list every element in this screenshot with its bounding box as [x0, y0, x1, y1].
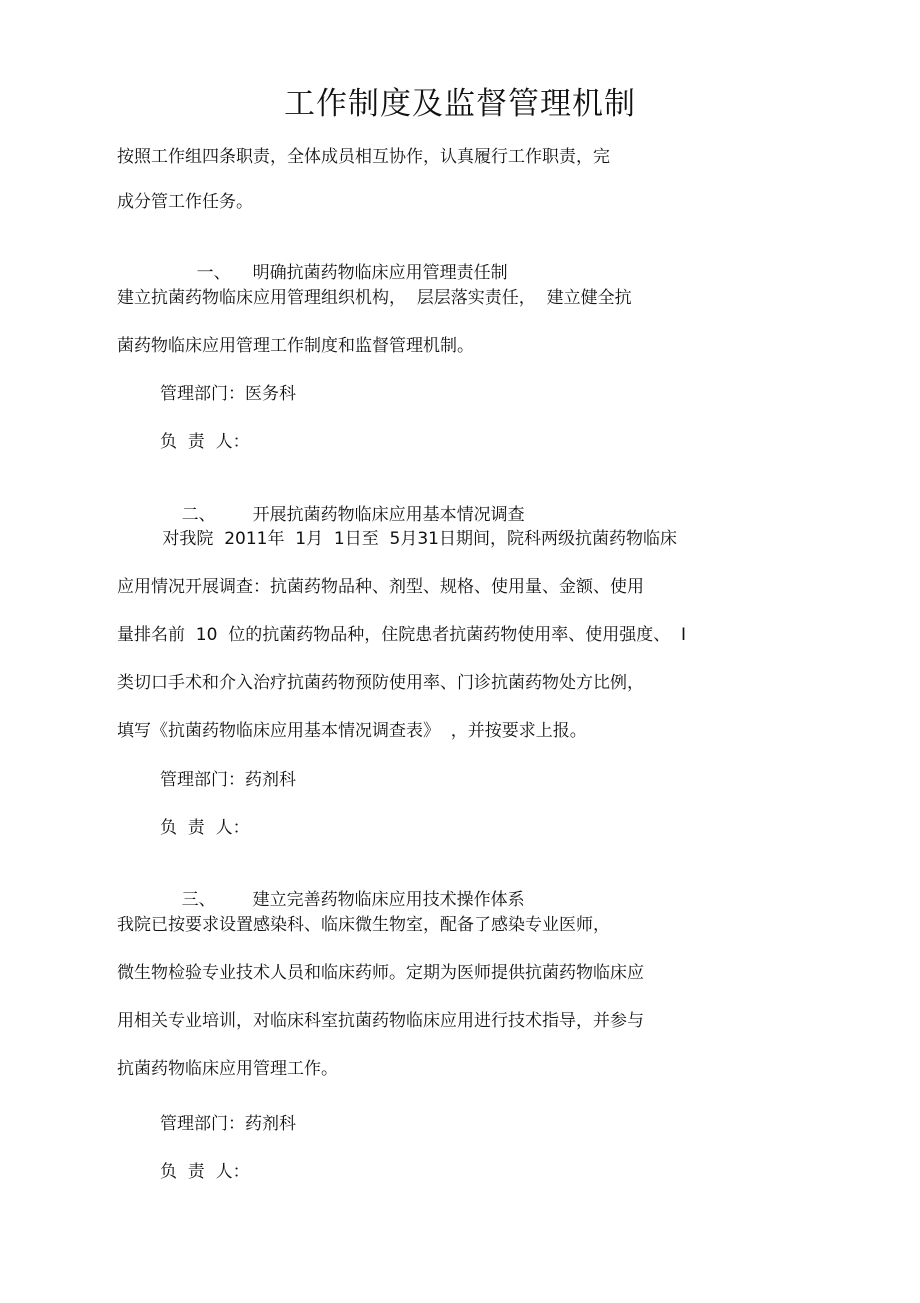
section-number: 一、 — [196, 263, 231, 283]
owner-line: 负 责 人： — [160, 818, 250, 838]
paragraph-line: 我院已按要求设置感染科、临床微生物室，配备了感染专业医师， — [117, 915, 610, 935]
paragraph-line: 抗菌药物临床应用管理工作。 — [117, 1059, 338, 1079]
intro-line: 成分管工作任务。 — [117, 192, 253, 212]
dept-line: 管理部门：医务科 — [160, 384, 296, 404]
page-title: 工作制度及监督管理机制 — [284, 86, 636, 122]
section-title: 开展抗菌药物临床应用基本情况调查 — [252, 505, 525, 525]
intro-line: 按照工作组四条职责，全体成员相互协作，认真履行工作职责，完 — [117, 147, 610, 167]
section-title: 明确抗菌药物临床应用管理责任制 — [252, 263, 508, 283]
paragraph-line: 对我院 2011年 1月 1日至 5月31日期间，院科两级抗菌药物临床 — [157, 529, 677, 549]
dept-line: 管理部门：药剂科 — [160, 1114, 296, 1134]
section-title: 建立完善药物临床应用技术操作体系 — [252, 890, 525, 910]
paragraph-line: 类切口手术和介入治疗抗菌药物预防使用率、门诊抗菌药物处方比例， — [117, 673, 644, 693]
paragraph-line: 用相关专业培训，对临床科室抗菌药物临床应用进行技术指导，并参与 — [117, 1011, 644, 1031]
paragraph-line: 应用情况开展调查：抗菌药物品种、剂型、规格、使用量、金额、使用 — [117, 577, 644, 597]
paragraph-line: 建立抗菌药物临床应用管理组织机构， 层层落实责任， 建立健全抗 — [117, 288, 632, 308]
section-number: 二、 — [181, 505, 216, 525]
dept-line: 管理部门：药剂科 — [160, 770, 296, 790]
owner-line: 负 责 人： — [160, 432, 250, 452]
owner-line: 负 责 人： — [160, 1162, 250, 1182]
paragraph-line: 量排名前 10 位的抗菌药物品种，住院患者抗菌药物使用率、使用强度、 I — [117, 625, 687, 645]
section-number: 三、 — [181, 890, 216, 910]
paragraph-line: 微生物检验专业技术人员和临床药师。定期为医师提供抗菌药物临床应 — [117, 963, 644, 983]
paragraph-line: 菌药物临床应用管理工作制度和监督管理机制。 — [117, 336, 474, 356]
paragraph-line: 填写《抗菌药物临床应用基本情况调查表》 ，并按要求上报。 — [117, 721, 587, 741]
